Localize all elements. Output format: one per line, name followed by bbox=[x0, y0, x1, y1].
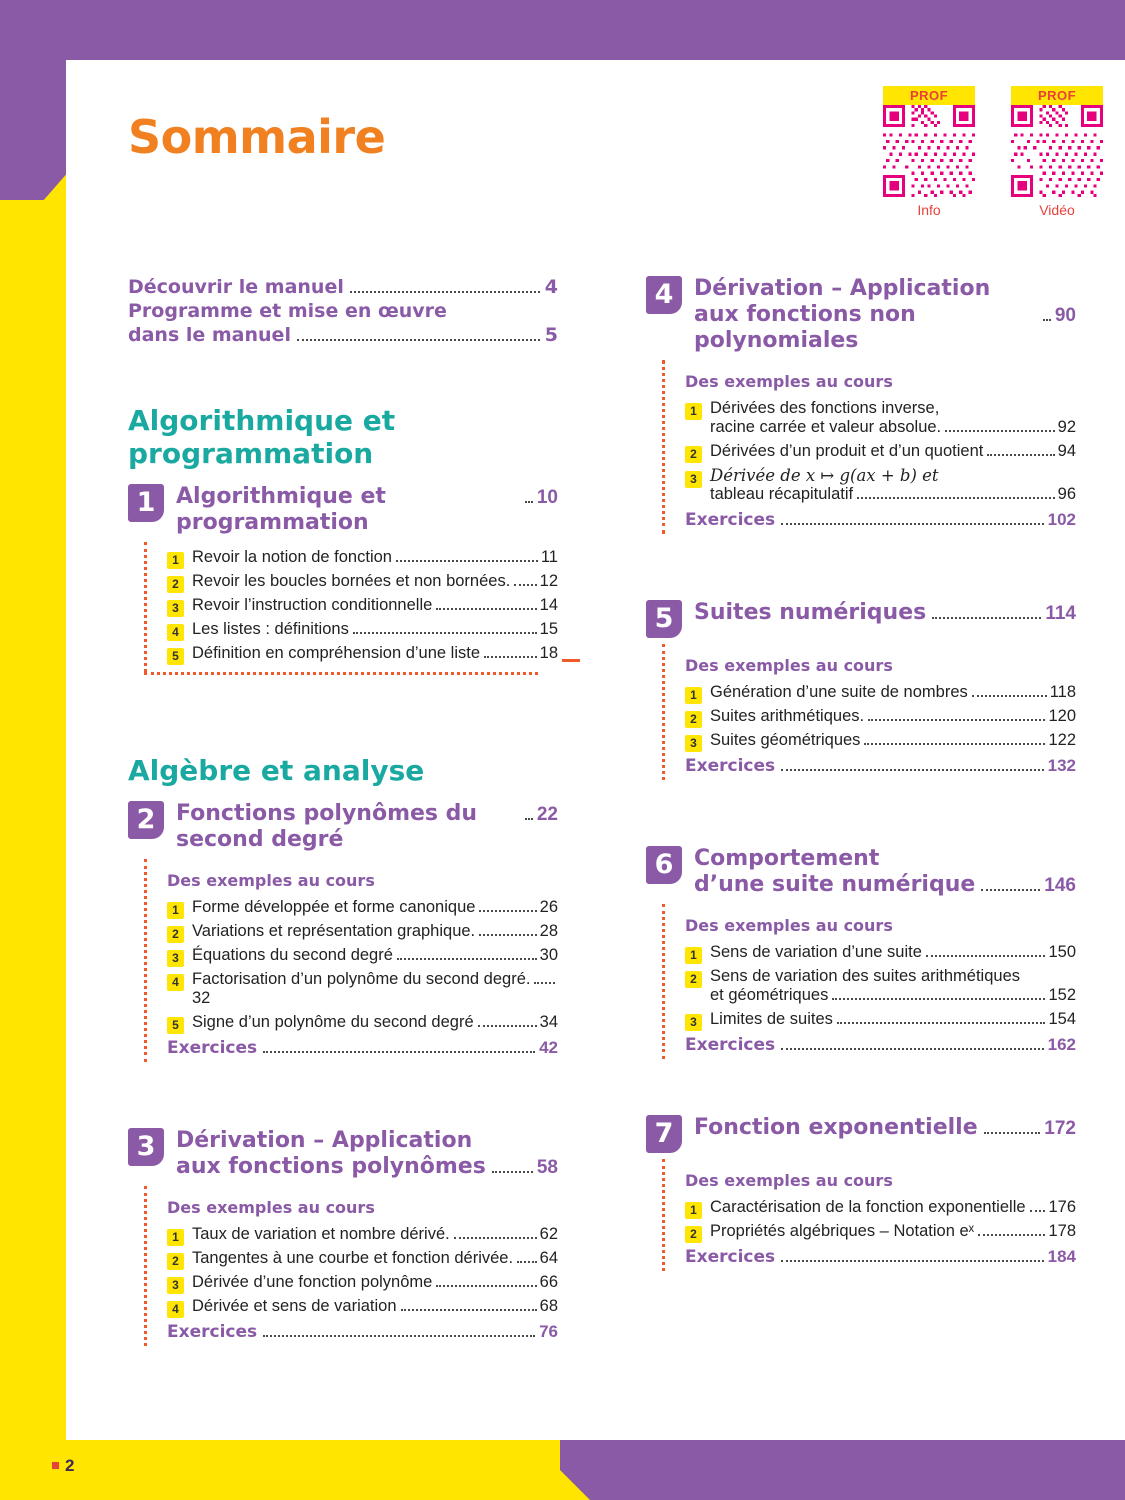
item-label: Propriétés algébriques – Notation eˣ bbox=[710, 1221, 975, 1240]
chapter-title-6: Comportement bbox=[694, 845, 880, 871]
exercises-row-6[interactable] bbox=[685, 1035, 1076, 1055]
item-badge: 2 bbox=[685, 711, 702, 728]
chapter-header-1[interactable] bbox=[128, 484, 558, 536]
chapter-number-5: 5 bbox=[646, 600, 682, 638]
chapter-title-1: Algorithmique et programmation bbox=[176, 484, 386, 535]
chapter-title-2: Fonctions polynômes du second degré bbox=[176, 800, 478, 852]
leader-dots bbox=[945, 430, 1055, 432]
chapter-title-3: Dérivation – Application bbox=[176, 1127, 473, 1153]
item-label: Génération d’une suite de nombres bbox=[710, 682, 968, 701]
toc-item[interactable] bbox=[167, 898, 558, 917]
toc-item[interactable] bbox=[167, 1013, 558, 1032]
toc-item[interactable] bbox=[685, 399, 1076, 437]
toc-item[interactable] bbox=[685, 1010, 1076, 1029]
exercises-row-3[interactable] bbox=[167, 1322, 558, 1342]
chapter-number-2: 2 bbox=[128, 801, 164, 839]
chapter-page-2: 22 bbox=[536, 803, 558, 825]
item-label: Dérivée de x ↦ g(ax + b) et bbox=[710, 465, 939, 485]
item-badge: 2 bbox=[685, 446, 702, 463]
leader-dots bbox=[350, 291, 540, 293]
chapter-header-2[interactable] bbox=[128, 801, 558, 853]
qr-info-prof-label: PROF bbox=[883, 86, 975, 105]
chapter-title-4: Dérivation – Application bbox=[694, 276, 991, 301]
exercises-page: 132 bbox=[1047, 755, 1076, 775]
exercises-page: 42 bbox=[539, 1037, 558, 1057]
toc-item[interactable] bbox=[685, 1222, 1076, 1241]
leader-dots bbox=[297, 339, 540, 341]
item-badge: 3 bbox=[685, 1014, 702, 1031]
leader-dots bbox=[517, 1261, 537, 1263]
item-label: Définition en compréhension d’une liste bbox=[192, 643, 481, 662]
qr-video-icon[interactable] bbox=[1011, 105, 1103, 197]
section-heading-algebre: Algèbre et analyse bbox=[128, 753, 425, 787]
chapter-number-7: 7 bbox=[646, 1115, 682, 1153]
front-matter-label-2b: dans le manuel bbox=[128, 324, 291, 346]
item-badge: 2 bbox=[685, 1226, 702, 1243]
leader-dots bbox=[868, 719, 1045, 721]
chapter-items-rail-6 bbox=[662, 904, 1076, 1059]
front-matter-entry-1[interactable] bbox=[128, 276, 558, 298]
chapter-header-3[interactable] bbox=[128, 1128, 558, 1180]
exercises-label: Exercices bbox=[685, 509, 776, 530]
chapter-page-1: 10 bbox=[536, 487, 558, 508]
chapter-page-3: 58 bbox=[536, 1156, 558, 1178]
item-page: 14 bbox=[539, 595, 558, 614]
leader-dots bbox=[436, 1285, 536, 1287]
front-matter-block bbox=[128, 276, 558, 346]
item-label: Revoir l’instruction conditionnelle bbox=[192, 595, 433, 614]
leader-dots bbox=[492, 1171, 533, 1173]
chapter-number-4: 4 bbox=[646, 276, 682, 314]
item-label: Caractérisation de la fonction exponentielle bbox=[710, 1197, 1026, 1216]
leader-dots bbox=[857, 497, 1055, 499]
toc-item[interactable] bbox=[167, 922, 558, 941]
toc-item[interactable] bbox=[167, 1297, 558, 1316]
item-page: 120 bbox=[1048, 706, 1076, 725]
exercises-page: 102 bbox=[1047, 509, 1076, 529]
chapter-header-7[interactable] bbox=[646, 1115, 1076, 1153]
item-badge: 2 bbox=[167, 926, 184, 943]
toc-item[interactable] bbox=[685, 683, 1076, 702]
chapter-page-5: 114 bbox=[1045, 602, 1076, 624]
item-label: Forme développée et forme canonique bbox=[192, 897, 476, 916]
toc-item[interactable] bbox=[685, 967, 1076, 1005]
toc-item[interactable] bbox=[167, 548, 558, 567]
examples-label-6: Des exemples au cours bbox=[685, 915, 893, 935]
item-badge: 1 bbox=[685, 947, 702, 964]
item-label: Sens de variation d’une suite bbox=[710, 942, 922, 961]
item-badge: 2 bbox=[167, 576, 184, 593]
item-page: 18 bbox=[539, 643, 558, 662]
leader-dots bbox=[781, 523, 1044, 525]
item-page: 150 bbox=[1048, 942, 1076, 961]
toc-item[interactable] bbox=[167, 1249, 558, 1268]
chapter-page-4: 90 bbox=[1054, 304, 1076, 326]
item-label: Dérivées d’un produit et d’un quotient bbox=[710, 441, 984, 460]
chapter-title-5: Suites numériques bbox=[694, 599, 927, 625]
item-page: 15 bbox=[539, 619, 558, 638]
item-badge: 4 bbox=[167, 974, 184, 991]
page-number-marker-icon bbox=[52, 1462, 59, 1469]
examples-label-2: Des exemples au cours bbox=[167, 870, 375, 890]
item-page: 118 bbox=[1049, 682, 1076, 701]
front-matter-label-2a: Programme et mise en œuvre bbox=[128, 300, 447, 322]
item-label: Suites géométriques bbox=[710, 730, 861, 749]
item-page: 94 bbox=[1057, 441, 1076, 460]
leader-dots bbox=[525, 501, 533, 503]
chapter-page-7: 172 bbox=[1044, 1117, 1076, 1139]
chapter-title-4-line2: aux fonctions non polynomiales bbox=[694, 301, 916, 353]
leader-dots bbox=[263, 1051, 535, 1053]
leader-dots bbox=[353, 632, 537, 634]
leader-dots bbox=[534, 982, 555, 984]
qr-video-caption: Vidéo bbox=[1039, 202, 1075, 218]
examples-label-3: Des exemples au cours bbox=[167, 1197, 375, 1217]
chapter-items-rail-1 bbox=[144, 542, 558, 672]
chapter-items-rail-5 bbox=[662, 644, 1076, 780]
toc-item[interactable] bbox=[167, 572, 558, 591]
item-page: 30 bbox=[539, 945, 558, 964]
leader-dots bbox=[972, 695, 1047, 697]
item-badge: 3 bbox=[167, 600, 184, 617]
front-matter-entry-2-line2[interactable] bbox=[128, 324, 558, 346]
chapter-title-3-line2: aux fonctions polynômes bbox=[176, 1153, 486, 1179]
item-badge: 1 bbox=[167, 552, 184, 569]
leader-dots bbox=[401, 1309, 537, 1311]
item-page: 32 bbox=[192, 988, 211, 1007]
item-badge: 3 bbox=[167, 950, 184, 967]
toc-item[interactable] bbox=[167, 620, 558, 639]
exercises-label: Exercices bbox=[167, 1037, 258, 1058]
item-page: 34 bbox=[539, 1012, 558, 1031]
chapter-block-5 bbox=[646, 600, 1076, 780]
item-badge: 1 bbox=[167, 902, 184, 919]
item-label: Taux de variation et nombre dérivé. bbox=[192, 1224, 450, 1243]
item-badge: 2 bbox=[685, 971, 702, 988]
chapter-block-3 bbox=[128, 1128, 558, 1346]
item-page: 176 bbox=[1048, 1197, 1076, 1216]
item-page: 12 bbox=[539, 571, 558, 590]
chapter-header-6[interactable] bbox=[646, 846, 1076, 898]
leader-dots bbox=[781, 1048, 1044, 1050]
yellow-band-left bbox=[0, 200, 70, 1500]
leader-dots bbox=[1030, 1210, 1046, 1212]
item-page: 68 bbox=[539, 1296, 558, 1315]
leader-dots bbox=[263, 1335, 535, 1337]
leader-dots bbox=[981, 889, 1040, 891]
examples-label-4: Des exemples au cours bbox=[685, 371, 893, 391]
toc-item[interactable] bbox=[167, 946, 558, 965]
item-badge: 1 bbox=[167, 1229, 184, 1246]
toc-item[interactable] bbox=[167, 1225, 558, 1244]
item-label: Sens de variation des suites arithmétiques bbox=[710, 966, 1021, 985]
item-page: 28 bbox=[539, 921, 558, 940]
examples-label-7: Des exemples au cours bbox=[685, 1170, 893, 1190]
page-content bbox=[66, 60, 1125, 1440]
item-page: 96 bbox=[1057, 484, 1076, 503]
exercises-label: Exercices bbox=[685, 1034, 776, 1055]
chapter-number-3: 3 bbox=[128, 1128, 164, 1166]
item-page: 92 bbox=[1057, 417, 1076, 436]
item-badge: 1 bbox=[685, 403, 702, 420]
leader-dots bbox=[479, 934, 537, 936]
item-label: Dérivée et sens de variation bbox=[192, 1296, 397, 1315]
item-badge: 3 bbox=[685, 735, 702, 752]
exercises-page: 76 bbox=[539, 1321, 558, 1341]
item-page: 66 bbox=[539, 1272, 558, 1291]
item-page: 154 bbox=[1048, 1009, 1076, 1028]
chapter-block-4 bbox=[646, 276, 1076, 534]
qr-info-caption: Info bbox=[917, 202, 941, 218]
toc-item[interactable] bbox=[685, 731, 1076, 750]
leader-dots bbox=[514, 584, 536, 586]
leader-dots bbox=[484, 656, 537, 658]
item-page: 11 bbox=[540, 547, 558, 566]
toc-item[interactable] bbox=[167, 1273, 558, 1292]
toc-item[interactable] bbox=[167, 596, 558, 615]
qr-video-prof-label: PROF bbox=[1011, 86, 1103, 105]
exercises-label: Exercices bbox=[685, 1246, 776, 1267]
toc-item[interactable] bbox=[685, 943, 1076, 962]
leader-dots bbox=[781, 769, 1044, 771]
chapter-items-rail-7 bbox=[662, 1159, 1076, 1271]
chapter-items-rail-2 bbox=[144, 859, 558, 1062]
item-page: 178 bbox=[1048, 1221, 1076, 1240]
front-matter-page-2: 5 bbox=[544, 324, 558, 346]
chapter-number-6: 6 bbox=[646, 846, 682, 884]
exercises-label: Exercices bbox=[685, 755, 776, 776]
examples-label-5: Des exemples au cours bbox=[685, 655, 893, 675]
toc-item[interactable] bbox=[685, 707, 1076, 726]
chapter-block-7 bbox=[646, 1115, 1076, 1271]
chapter-header-5[interactable] bbox=[646, 600, 1076, 638]
leader-dots bbox=[436, 608, 536, 610]
leader-dots bbox=[837, 1022, 1046, 1024]
item-label: Dérivée d’une fonction polynôme bbox=[192, 1272, 433, 1291]
front-matter-entry-2-line1[interactable] bbox=[128, 300, 558, 322]
chapter-header-4[interactable] bbox=[646, 276, 1076, 354]
item-badge: 1 bbox=[685, 1202, 702, 1219]
chapter-block-6 bbox=[646, 846, 1076, 1059]
page-number: 2 bbox=[52, 1456, 74, 1476]
item-page: 62 bbox=[539, 1224, 558, 1243]
item-badge: 2 bbox=[167, 1253, 184, 1270]
item-label: Tangentes à une courbe et fonction dérivée. bbox=[192, 1248, 514, 1267]
leader-dots bbox=[987, 454, 1054, 456]
chapter-number-1: 1 bbox=[128, 484, 164, 522]
leader-dots bbox=[396, 560, 538, 562]
toc-item[interactable] bbox=[685, 466, 1076, 504]
item-label-line2: tableau récapitulatif bbox=[710, 484, 854, 503]
exercises-row-7[interactable] bbox=[685, 1247, 1076, 1267]
item-label-line2: et géométriques bbox=[710, 985, 829, 1004]
leader-dots bbox=[479, 910, 536, 912]
toc-column-right bbox=[646, 276, 1076, 1297]
leader-dots bbox=[832, 998, 1045, 1000]
chapter-block-1 bbox=[128, 484, 558, 672]
item-label: Revoir les boucles bornées et non bornées. bbox=[192, 571, 511, 590]
leader-dots bbox=[984, 1132, 1041, 1134]
item-label: Factorisation d’un polynôme du second degré. bbox=[192, 969, 531, 988]
item-label: Signe d’un polynôme du second degré bbox=[192, 1012, 474, 1031]
chapter-page-6: 146 bbox=[1044, 874, 1076, 896]
chapter-title-7: Fonction exponentielle bbox=[694, 1114, 978, 1140]
item-label: Suites arithmétiques. bbox=[710, 706, 865, 725]
exercises-label: Exercices bbox=[167, 1321, 258, 1342]
page-title: Sommaire bbox=[128, 110, 386, 164]
item-badge: 4 bbox=[167, 624, 184, 641]
item-label: Dérivées des fonctions inverse, bbox=[710, 398, 940, 417]
item-page: 26 bbox=[539, 897, 558, 916]
item-badge: 4 bbox=[167, 1301, 184, 1318]
leader-dots bbox=[926, 955, 1046, 957]
item-label: Équations du second degré bbox=[192, 945, 393, 964]
leader-dots bbox=[525, 818, 533, 820]
leader-dots bbox=[932, 617, 1041, 619]
item-badge: 5 bbox=[167, 648, 184, 665]
chapter-items-rail-4 bbox=[662, 360, 1076, 534]
toc-item[interactable] bbox=[167, 970, 558, 1008]
leader-dots bbox=[781, 1260, 1044, 1262]
leader-dots bbox=[978, 1234, 1045, 1236]
front-matter-page-1: 4 bbox=[544, 276, 558, 298]
item-page: 64 bbox=[539, 1248, 558, 1267]
toc-item[interactable] bbox=[685, 442, 1076, 461]
item-page: 152 bbox=[1048, 985, 1076, 1004]
chapter-block-2 bbox=[128, 801, 558, 1062]
exercises-page: 162 bbox=[1047, 1034, 1076, 1054]
item-label: Les listes : définitions bbox=[192, 619, 349, 638]
item-label-line2: racine carrée et valeur absolue. bbox=[710, 417, 942, 436]
item-label: Revoir la notion de fonction bbox=[192, 547, 392, 566]
item-badge: 3 bbox=[167, 1277, 184, 1294]
leader-dots bbox=[397, 958, 537, 960]
leader-dots bbox=[454, 1237, 537, 1239]
leader-dots bbox=[864, 743, 1045, 745]
exercises-page: 184 bbox=[1047, 1246, 1076, 1266]
toc-item[interactable] bbox=[167, 644, 558, 663]
exercises-row-5[interactable] bbox=[685, 756, 1076, 776]
item-badge: 5 bbox=[167, 1017, 184, 1034]
item-label: Limites de suites bbox=[710, 1009, 833, 1028]
section-heading-algorithmique: Algorithmique et programmation bbox=[128, 404, 396, 470]
qr-code-group bbox=[883, 86, 1103, 218]
item-badge: 3 bbox=[685, 471, 702, 488]
qr-block-video[interactable] bbox=[1011, 86, 1103, 218]
leader-dots bbox=[1043, 319, 1051, 321]
exercises-row-4[interactable] bbox=[685, 510, 1076, 530]
item-label: Variations et représentation graphique. bbox=[192, 921, 476, 940]
item-badge: 1 bbox=[685, 687, 702, 704]
qr-info-icon[interactable] bbox=[883, 105, 975, 197]
toc-item[interactable] bbox=[685, 1198, 1076, 1217]
exercises-row-2[interactable] bbox=[167, 1038, 558, 1058]
front-matter-label-1: Découvrir le manuel bbox=[128, 276, 344, 298]
chapter-items-rail-3 bbox=[144, 1186, 558, 1346]
toc-column-left bbox=[128, 276, 558, 1372]
item-page: 122 bbox=[1048, 730, 1076, 749]
qr-block-info[interactable] bbox=[883, 86, 975, 218]
leader-dots bbox=[478, 1025, 537, 1027]
yellow-band-bottom bbox=[0, 1440, 560, 1500]
chapter-title-6-line2: d’une suite numérique bbox=[694, 871, 976, 897]
